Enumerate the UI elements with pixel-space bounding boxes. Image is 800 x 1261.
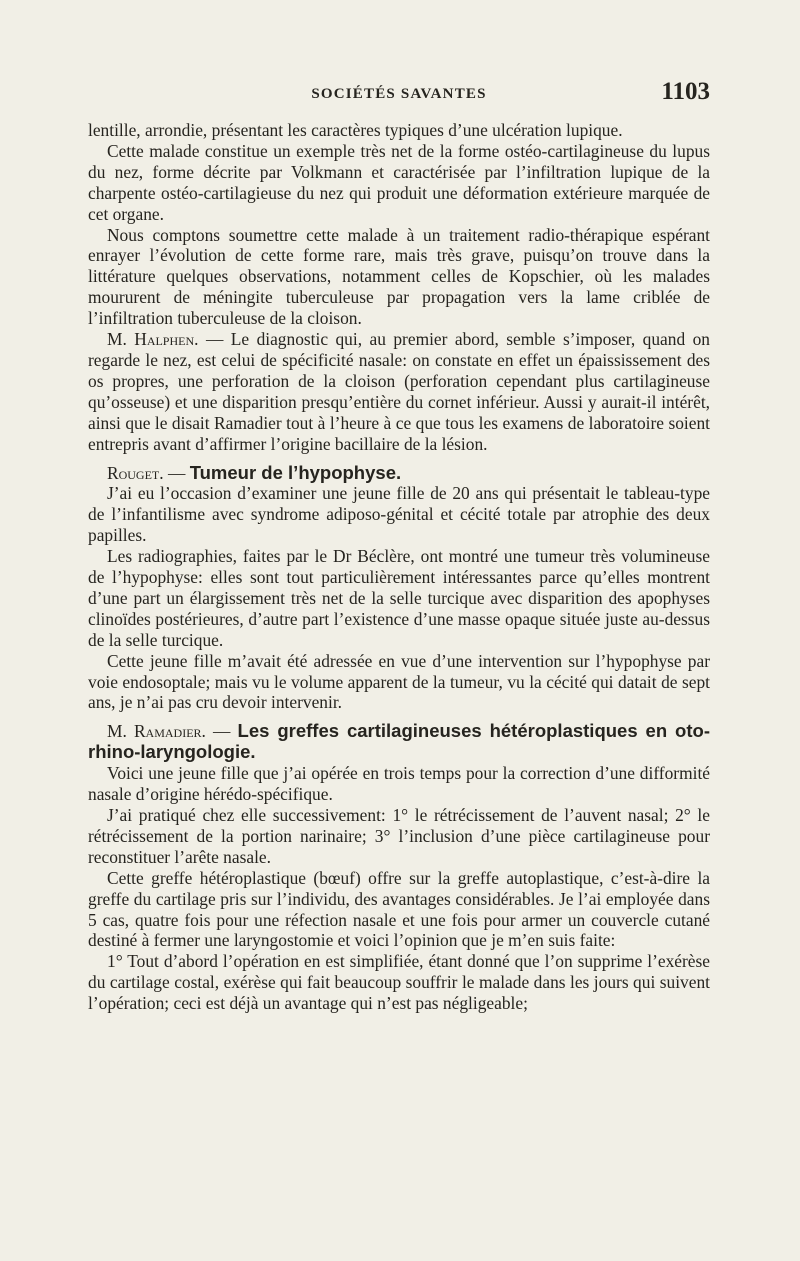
paragraph: 1° Tout d’abord l’opération en est simplifiée, étant donné que l’on supprime l’exérèse du cartilage costal, exérèse qui fait beaucoup souffrir le malade dans les jours qui suivent l’opération; ceci est déjà un avantage qui n’est pas négligeable; — [88, 951, 710, 1014]
section-title: Tumeur de l’hypophyse. — [189, 461, 402, 483]
paragraph: J’ai pratiqué chez elle successivement: 1° le rétrécissement de l’auvent nasal; 2° le rétrécissement de la portion narinaire; 3° l’inclusion d’une pièce cartilagineuse pour reconstituer l’arête nasale. — [88, 805, 710, 867]
paragraph-text: — Le diagnostic qui, au premier abord, semble s’imposer, quand on regarde le nez, est celui de spécificité nasale: on constate en effet un épaississement des os propres, une perforation de la cloison (perforation cependant plus cartilagineuse qu’osseuse) et une disparition presqu’entière du cornet inférieur. Aussi y aurait-il intérêt, ainsi que le disait Ramadier tout à l’heure à ce que tous les examens de laboratoire soient entrepris avant d’affirmer l’origine bacillaire de la lésion. — [88, 329, 710, 454]
section-heading-ramadier — [88, 721, 710, 763]
heading-dash: — — [205, 721, 238, 742]
running-title: SOCIÉTÉS SAVANTES — [311, 86, 487, 102]
speaker-name: M. Halphen. — [107, 329, 199, 350]
paragraph-halphen — [88, 329, 710, 454]
section-heading-rouget — [88, 463, 710, 484]
speaker-name: Rouget. — [107, 462, 164, 483]
running-header — [88, 78, 710, 110]
body-text — [88, 120, 710, 1014]
paragraph: Cette malade constitue un exemple très net de la forme ostéo-cartilagineuse du lupus du nez, forme décrite par Volkmann et caractérisée par l’infiltration lupique de la charpente ostéo-cartilagieuse du nez qui produit une déformation extérieure marquée de cet organe. — [88, 140, 710, 224]
paragraph: Les radiographies, faites par le Dr Béclère, ont montré une tumeur très volumineuse de l’hypophyse: elles sont tout particulièrement intéressantes parce qu’elles montrent d’une part un élargissement très net de la selle turcique avec disparition des apophyses clinoïdes postérieures, d’autre part l’existence d’une masse opaque située juste au-dessus de la selle turcique. — [88, 546, 710, 650]
section-title: Les greffes cartilagineuses hétéroplastiques en oto-rhino-laryngologie. — [88, 720, 710, 763]
paragraph: Cette greffe hétéroplastique (bœuf) offre sur la greffe autoplastique, c’est-à-dire la greffe du cartilage pris sur l’individu, des avantages considérables. Je l’ai employée dans 5 cas, quatre fois pour une réfection nasale et une fois pour armer un couvercle cutané destiné à fermer une laryngostomie et voici l’opinion que je m’en suis faite: — [88, 867, 710, 951]
heading-dash: — — [163, 462, 190, 483]
paragraph: Nous comptons soumettre cette malade à un traitement radio-thérapique espérant enrayer l’évolution de cette forme rare, mais très grave, puisqu’on trouve dans la littérature quelques observations, notamment celles de Kopschier, où les malades moururent de méningite tuberculeuse par propagation vers la lame criblée de l’infiltration tuberculeuse de la cloison. — [88, 224, 710, 329]
paragraph: J’ai eu l’occasion d’examiner une jeune fille de 20 ans qui présentait le tableau-type de l’infantilisme avec syndrome adiposo-génital et cécité totale par atrophie des deux papilles. — [88, 483, 710, 546]
speaker-name: M. Ramadier. — [107, 721, 206, 742]
paragraph: Voici une jeune fille que j’ai opérée en trois temps pour la correction d’une difformité nasale d’origine hérédo-spécifique. — [88, 763, 710, 805]
paragraph: Cette jeune fille m’avait été adressée en vue d’une intervention sur l’hypophyse par voie endosoptale; mais vu le volume apparent de la tumeur, vu la cécité qui datait de sept ans, je n’ai pas cru devoir intervenir. — [88, 650, 710, 713]
paragraph: lentille, arrondie, présentant les caractères typiques d’une ulcération lupique. — [88, 120, 623, 140]
page-number: 1103 — [661, 78, 710, 105]
